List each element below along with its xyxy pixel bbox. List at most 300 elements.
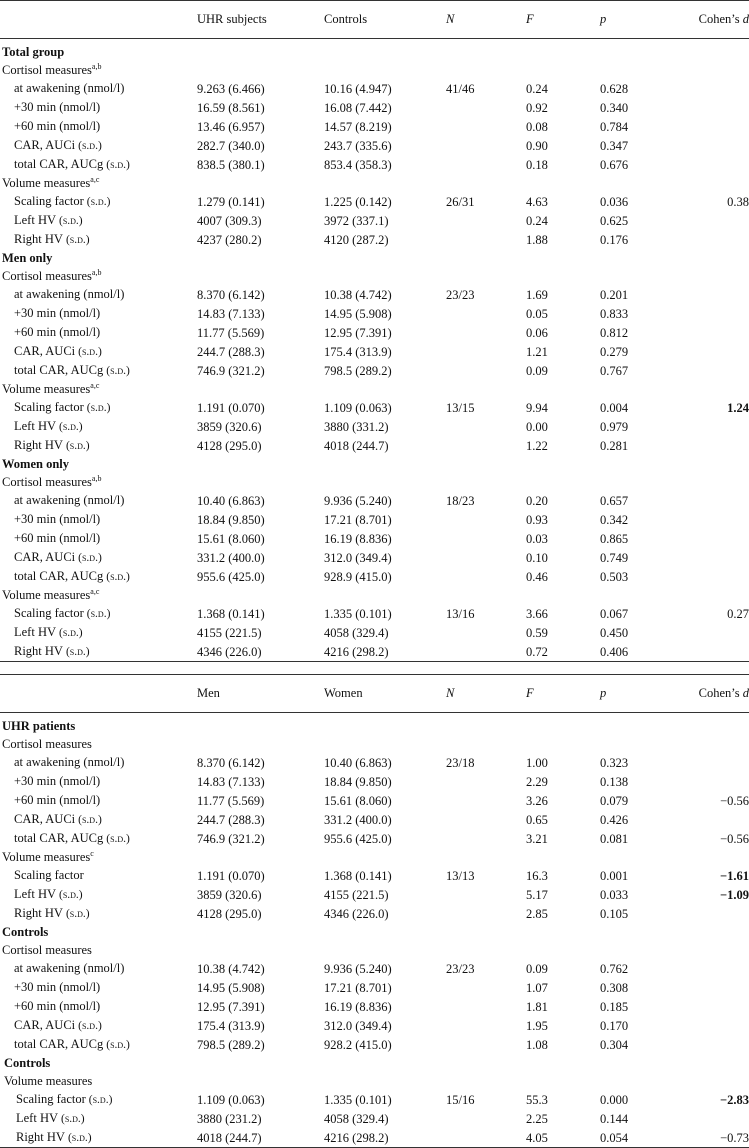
value-group2: 17.21 (8.701) — [324, 512, 392, 527]
gap-cell — [0, 662, 197, 675]
value-p: 0.185 — [600, 999, 629, 1014]
table-row — [0, 79, 749, 98]
table-row — [0, 623, 749, 642]
section-title: Men only — [2, 251, 53, 265]
value-n — [446, 304, 526, 323]
group-footnote-mark: c — [90, 848, 94, 858]
value-cohens-d — [682, 642, 749, 662]
group-label: Cortisol measures — [2, 737, 92, 751]
value-group2: 14.95 (5.908) — [324, 306, 392, 321]
row-sd-note: (s.d.) — [65, 646, 90, 658]
row-label — [0, 417, 197, 436]
value-group1: 9.263 (6.466) — [197, 81, 265, 96]
value-f: 1.81 — [526, 999, 548, 1014]
row-label — [0, 117, 197, 136]
value-n — [446, 772, 526, 791]
value-group2: 4216 (298.2) — [324, 1128, 446, 1148]
value-n — [446, 211, 526, 230]
value-group2: 10.38 (4.742) — [324, 287, 392, 302]
value-group1: 11.77 (5.569) — [197, 325, 265, 340]
value-p: 0.450 — [600, 625, 629, 640]
group-row — [0, 174, 749, 192]
value-group1: 4128 (295.0) — [197, 438, 262, 453]
row-label-text: CAR, AUCi — [14, 344, 76, 358]
value-n — [446, 810, 526, 829]
row-label-text: +60 min (nmol/l) — [14, 793, 101, 807]
group-label: Volume measures — [4, 1074, 93, 1088]
header-group1: Men — [197, 675, 324, 713]
gap-cell — [526, 662, 600, 675]
group-row — [0, 473, 749, 491]
value-n: 26/31 — [446, 194, 475, 209]
value-p: 0.762 — [600, 961, 629, 976]
value-n — [446, 155, 526, 174]
row-sd-note: (s.d.) — [61, 1113, 85, 1125]
value-f: 0.00 — [526, 419, 548, 434]
value-cohens-d: −2.83 — [720, 1092, 749, 1107]
value-group1: 1.279 (0.141) — [197, 194, 265, 209]
group-row — [0, 61, 749, 79]
value-group1: 4237 (280.2) — [197, 232, 262, 247]
row-label — [0, 642, 197, 662]
row-label-text: at awakening (nmol/l) — [14, 81, 125, 95]
table-row — [0, 98, 749, 117]
value-cohens-d — [682, 211, 749, 230]
group-row — [0, 735, 749, 753]
row-label-text: Left HV — [14, 419, 56, 433]
row-label — [0, 997, 197, 1016]
value-group2: 17.21 (8.701) — [324, 980, 392, 995]
table1-body — [0, 1, 749, 675]
value-group2: 1.225 (0.142) — [324, 194, 392, 209]
value-n — [446, 136, 526, 155]
table-row — [0, 155, 749, 174]
row-label — [0, 155, 197, 174]
group-cell — [0, 473, 749, 491]
row-sd-note: (s.d.) — [78, 814, 102, 826]
value-p: 0.347 — [600, 138, 629, 153]
value-p: 0.833 — [600, 306, 629, 321]
gap-cell — [600, 662, 682, 675]
value-group2: 16.19 (8.836) — [324, 531, 392, 546]
table-row — [0, 567, 749, 586]
value-n: 23/23 — [446, 961, 475, 976]
table-row — [0, 959, 749, 978]
value-group1: 14.95 (5.908) — [197, 980, 265, 995]
group-label: Cortisol measures — [2, 943, 92, 957]
value-cohens-d: 1.24 — [727, 400, 749, 415]
value-f: 0.90 — [526, 138, 548, 153]
row-label-text: Left HV — [16, 1111, 58, 1125]
row-label — [0, 98, 197, 117]
value-p: 0.979 — [600, 419, 629, 434]
row-sd-note: (s.d.) — [86, 608, 111, 620]
table-row — [0, 548, 749, 567]
row-label-text: Scaling factor — [14, 868, 84, 882]
value-p: 0.176 — [600, 232, 629, 247]
table-gap — [0, 662, 749, 675]
row-sd-note: (s.d.) — [59, 627, 83, 639]
value-n — [446, 829, 526, 848]
value-f: 0.92 — [526, 100, 548, 115]
value-group2: 18.84 (9.850) — [324, 774, 392, 789]
value-cohens-d — [682, 98, 749, 117]
row-label — [0, 304, 197, 323]
group-label: Volume measures — [2, 588, 91, 602]
value-n — [446, 323, 526, 342]
section-row — [0, 43, 749, 61]
table-row — [0, 211, 749, 230]
table-row — [0, 230, 749, 249]
value-n — [446, 98, 526, 117]
header-cohens-d — [682, 1, 749, 39]
row-label — [0, 885, 197, 904]
table-row — [0, 1090, 749, 1109]
value-f: 0.72 — [526, 642, 600, 662]
value-f: 3.66 — [526, 606, 548, 621]
row-label — [0, 959, 197, 978]
value-p: 0.784 — [600, 119, 629, 134]
value-cohens-d — [682, 623, 749, 642]
header-group2: Controls — [324, 1, 446, 39]
group-footnote-mark: a,c — [90, 380, 100, 390]
value-p: 0.054 — [600, 1128, 682, 1148]
row-label-text: total CAR, AUCg — [14, 157, 104, 171]
row-label-text: +60 min (nmol/l) — [14, 999, 101, 1013]
table-row — [0, 436, 749, 455]
row-label-text: Right HV — [14, 906, 63, 920]
value-p: 0.657 — [600, 493, 629, 508]
value-group2: 1.335 (0.101) — [324, 606, 392, 621]
value-p: 0.004 — [600, 400, 629, 415]
value-cohens-d — [682, 567, 749, 586]
group-row — [0, 380, 749, 398]
value-cohens-d — [682, 79, 749, 98]
value-group2: 798.5 (289.2) — [324, 363, 392, 378]
row-sd-note: (s.d.) — [88, 1094, 113, 1106]
value-f: 1.08 — [526, 1037, 548, 1052]
table-row — [0, 772, 749, 791]
value-cohens-d — [682, 772, 749, 791]
group-footnote-mark: a,b — [91, 473, 102, 483]
header-p: p — [600, 675, 682, 713]
row-label-text: +60 min (nmol/l) — [14, 531, 101, 545]
value-f: 1.07 — [526, 980, 548, 995]
row-label-text: Left HV — [14, 213, 56, 227]
value-cohens-d — [682, 1035, 749, 1054]
value-f: 0.09 — [526, 961, 548, 976]
value-cohens-d — [682, 548, 749, 567]
row-label — [0, 567, 197, 586]
value-group2: 3880 (331.2) — [324, 419, 389, 434]
row-label-text: Scaling factor — [16, 1092, 86, 1106]
value-group1: 4346 (226.0) — [197, 642, 324, 662]
value-f: 2.25 — [526, 1111, 548, 1126]
value-group1: 3859 (320.6) — [197, 419, 262, 434]
row-label — [0, 623, 197, 642]
value-p: 0.406 — [600, 642, 682, 662]
value-group2: 4155 (221.5) — [324, 887, 389, 902]
value-group2: 312.0 (349.4) — [324, 1018, 392, 1033]
header-group2: Women — [324, 675, 446, 713]
table-row — [0, 753, 749, 772]
row-label-text: total CAR, AUCg — [14, 363, 104, 377]
gap-cell — [197, 662, 324, 675]
value-group2: 16.08 (7.442) — [324, 100, 392, 115]
value-group1: 16.59 (8.561) — [197, 100, 265, 115]
header-blank — [0, 1, 197, 39]
table-row — [0, 398, 749, 417]
row-label-text: Right HV — [16, 1130, 65, 1144]
value-p: 0.000 — [600, 1092, 629, 1107]
value-p: 0.079 — [600, 793, 629, 808]
value-cohens-d — [682, 491, 749, 510]
row-sd-note: (s.d.) — [106, 365, 130, 377]
value-group1: 13.46 (6.957) — [197, 119, 265, 134]
row-label — [0, 604, 197, 623]
value-f: 3.26 — [526, 793, 548, 808]
header-n: N — [446, 675, 526, 713]
table-row — [0, 192, 749, 211]
row-label — [0, 79, 197, 98]
value-group2: 16.19 (8.836) — [324, 999, 392, 1014]
value-n — [446, 978, 526, 997]
value-f: 0.09 — [526, 363, 548, 378]
table-row — [0, 136, 749, 155]
value-group2: 10.40 (6.863) — [324, 755, 392, 770]
value-n: 23/18 — [446, 755, 475, 770]
table-row — [0, 529, 749, 548]
header-cohens-label: Cohen’s — [698, 686, 743, 700]
value-group1: 838.5 (380.1) — [197, 157, 265, 172]
value-p: 0.036 — [600, 194, 629, 209]
value-f: 0.59 — [526, 625, 548, 640]
value-f: 0.93 — [526, 512, 548, 527]
value-f: 0.46 — [526, 569, 548, 584]
value-n — [446, 1109, 526, 1128]
table-row — [0, 604, 749, 623]
value-f: 1.00 — [526, 755, 548, 770]
value-p: 0.767 — [600, 363, 629, 378]
value-f: 0.06 — [526, 325, 548, 340]
value-n — [446, 117, 526, 136]
row-label — [0, 510, 197, 529]
value-f: 5.17 — [526, 887, 548, 902]
value-group1: 14.83 (7.133) — [197, 306, 265, 321]
value-p: 0.340 — [600, 100, 629, 115]
row-label — [0, 342, 197, 361]
value-cohens-d — [682, 155, 749, 174]
group-cell — [0, 735, 749, 753]
value-p: 0.676 — [600, 157, 629, 172]
table-row — [0, 997, 749, 1016]
row-sd-note: (s.d.) — [106, 571, 130, 583]
gap-cell — [324, 662, 446, 675]
row-sd-note: (s.d.) — [65, 440, 90, 452]
value-group2: 10.16 (4.947) — [324, 81, 392, 96]
value-group1: 282.7 (340.0) — [197, 138, 265, 153]
row-label — [0, 753, 197, 772]
value-f: 0.20 — [526, 493, 548, 508]
value-f: 0.18 — [526, 157, 548, 172]
row-label-text: total CAR, AUCg — [14, 1037, 104, 1051]
row-sd-note: (s.d.) — [106, 159, 130, 171]
row-label-text: +60 min (nmol/l) — [14, 325, 101, 339]
value-cohens-d — [682, 323, 749, 342]
value-cohens-d — [682, 1109, 749, 1128]
header-group1: UHR subjects — [197, 1, 324, 39]
value-cohens-d: −0.73 — [682, 1128, 749, 1148]
group-label: Volume measures — [2, 850, 91, 864]
row-sd-note: (s.d.) — [59, 215, 83, 227]
row-label-text: total CAR, AUCg — [14, 831, 104, 845]
value-cohens-d — [682, 436, 749, 455]
row-label — [0, 810, 197, 829]
table-row — [0, 1035, 749, 1054]
row-label-text: +30 min (nmol/l) — [14, 306, 101, 320]
section-title: Controls — [4, 1056, 51, 1070]
value-group1: 1.368 (0.141) — [197, 606, 265, 621]
value-p: 0.628 — [600, 81, 629, 96]
value-n — [446, 904, 526, 923]
value-n — [446, 623, 526, 642]
value-cohens-d — [682, 361, 749, 380]
header-cohens-d-letter: d — [742, 686, 749, 700]
row-label — [0, 978, 197, 997]
row-sd-note: (s.d.) — [78, 140, 102, 152]
header-blank — [0, 675, 197, 713]
value-cohens-d — [682, 959, 749, 978]
value-cohens-d — [682, 997, 749, 1016]
group-cell — [0, 61, 749, 79]
row-label-text: +30 min (nmol/l) — [14, 100, 101, 114]
row-label — [0, 529, 197, 548]
group-footnote-mark: a,c — [90, 586, 100, 596]
value-n — [446, 342, 526, 361]
row-label — [0, 323, 197, 342]
row-label-text: +30 min (nmol/l) — [14, 512, 101, 526]
group-cell — [0, 848, 749, 866]
value-f: 4.63 — [526, 194, 548, 209]
value-group2: 312.0 (349.4) — [324, 550, 392, 565]
row-sd-note: (s.d.) — [86, 402, 111, 414]
value-group1: 244.7 (288.3) — [197, 344, 265, 359]
section-row — [0, 923, 749, 941]
group-footnote-mark: a,b — [91, 61, 102, 71]
row-sd-note: (s.d.) — [65, 908, 90, 920]
value-p: 0.342 — [600, 512, 629, 527]
row-sd-note: (s.d.) — [59, 421, 83, 433]
header-f: F — [526, 1, 600, 39]
value-group2: 243.7 (335.6) — [324, 138, 392, 153]
table-row — [0, 829, 749, 848]
group-footnote-mark: a,b — [91, 267, 102, 277]
value-p: 0.625 — [600, 213, 629, 228]
gap-cell — [446, 662, 526, 675]
row-label — [0, 548, 197, 567]
value-cohens-d — [682, 285, 749, 304]
value-f: 0.10 — [526, 550, 548, 565]
value-n — [446, 997, 526, 1016]
section-row — [0, 1054, 749, 1072]
value-p: 0.033 — [600, 887, 629, 902]
value-group1: 1.191 (0.070) — [197, 868, 265, 883]
value-cohens-d — [682, 810, 749, 829]
value-n: 18/23 — [446, 493, 475, 508]
group-label: Volume measures — [2, 176, 91, 190]
row-label — [0, 772, 197, 791]
value-cohens-d: −1.09 — [720, 887, 749, 902]
section-row — [0, 717, 749, 735]
row-sd-note: (s.d.) — [78, 346, 102, 358]
value-cohens-d: 0.38 — [727, 194, 749, 209]
value-n — [446, 885, 526, 904]
gap-cell — [682, 662, 749, 675]
section-title: Total group — [2, 45, 65, 59]
section-title: Controls — [2, 925, 49, 939]
row-sd-note: (s.d.) — [59, 889, 83, 901]
value-n — [446, 567, 526, 586]
header-row — [0, 675, 749, 713]
value-group1: 11.77 (5.569) — [197, 793, 265, 808]
group-cell — [0, 267, 749, 285]
row-sd-note: (s.d.) — [78, 1020, 102, 1032]
row-label-text: Scaling factor — [14, 606, 84, 620]
table-row — [0, 1016, 749, 1035]
row-label — [0, 361, 197, 380]
row-label — [0, 285, 197, 304]
value-p: 0.304 — [600, 1037, 629, 1052]
table-row — [0, 866, 749, 885]
row-label — [0, 904, 197, 923]
header-f: F — [526, 675, 600, 713]
value-p: 0.308 — [600, 980, 629, 995]
row-label-text: Right HV — [14, 438, 63, 452]
group-label: Cortisol measures — [2, 475, 92, 489]
row-label-text: at awakening (nmol/l) — [14, 755, 125, 769]
value-n — [446, 510, 526, 529]
table-row — [0, 323, 749, 342]
value-f: 1.21 — [526, 344, 548, 359]
value-cohens-d: −1.61 — [720, 868, 749, 883]
value-p: 0.426 — [600, 812, 629, 827]
row-label — [0, 829, 197, 848]
row-label — [0, 1035, 197, 1054]
group-row — [0, 267, 749, 285]
header-p: p — [600, 1, 682, 39]
value-p: 0.081 — [600, 831, 629, 846]
value-group1: 3880 (231.2) — [197, 1111, 262, 1126]
row-label-text: CAR, AUCi — [14, 550, 76, 564]
table-row — [0, 491, 749, 510]
group-cell — [0, 586, 749, 604]
value-group1: 244.7 (288.3) — [197, 812, 265, 827]
value-cohens-d — [682, 978, 749, 997]
value-group2: 1.335 (0.101) — [324, 1092, 392, 1107]
value-f: 9.94 — [526, 400, 548, 415]
value-group1: 8.370 (6.142) — [197, 755, 265, 770]
value-n — [446, 548, 526, 567]
row-label-text: Right HV — [14, 644, 63, 658]
value-group2: 4216 (298.2) — [324, 642, 446, 662]
row-label — [0, 491, 197, 510]
value-p: 0.279 — [600, 344, 629, 359]
value-cohens-d — [682, 1016, 749, 1035]
value-cohens-d — [682, 904, 749, 923]
value-group1: 798.5 (289.2) — [197, 1037, 265, 1052]
header-cohens-d — [682, 675, 749, 713]
value-group1: 1.109 (0.063) — [197, 1092, 265, 1107]
